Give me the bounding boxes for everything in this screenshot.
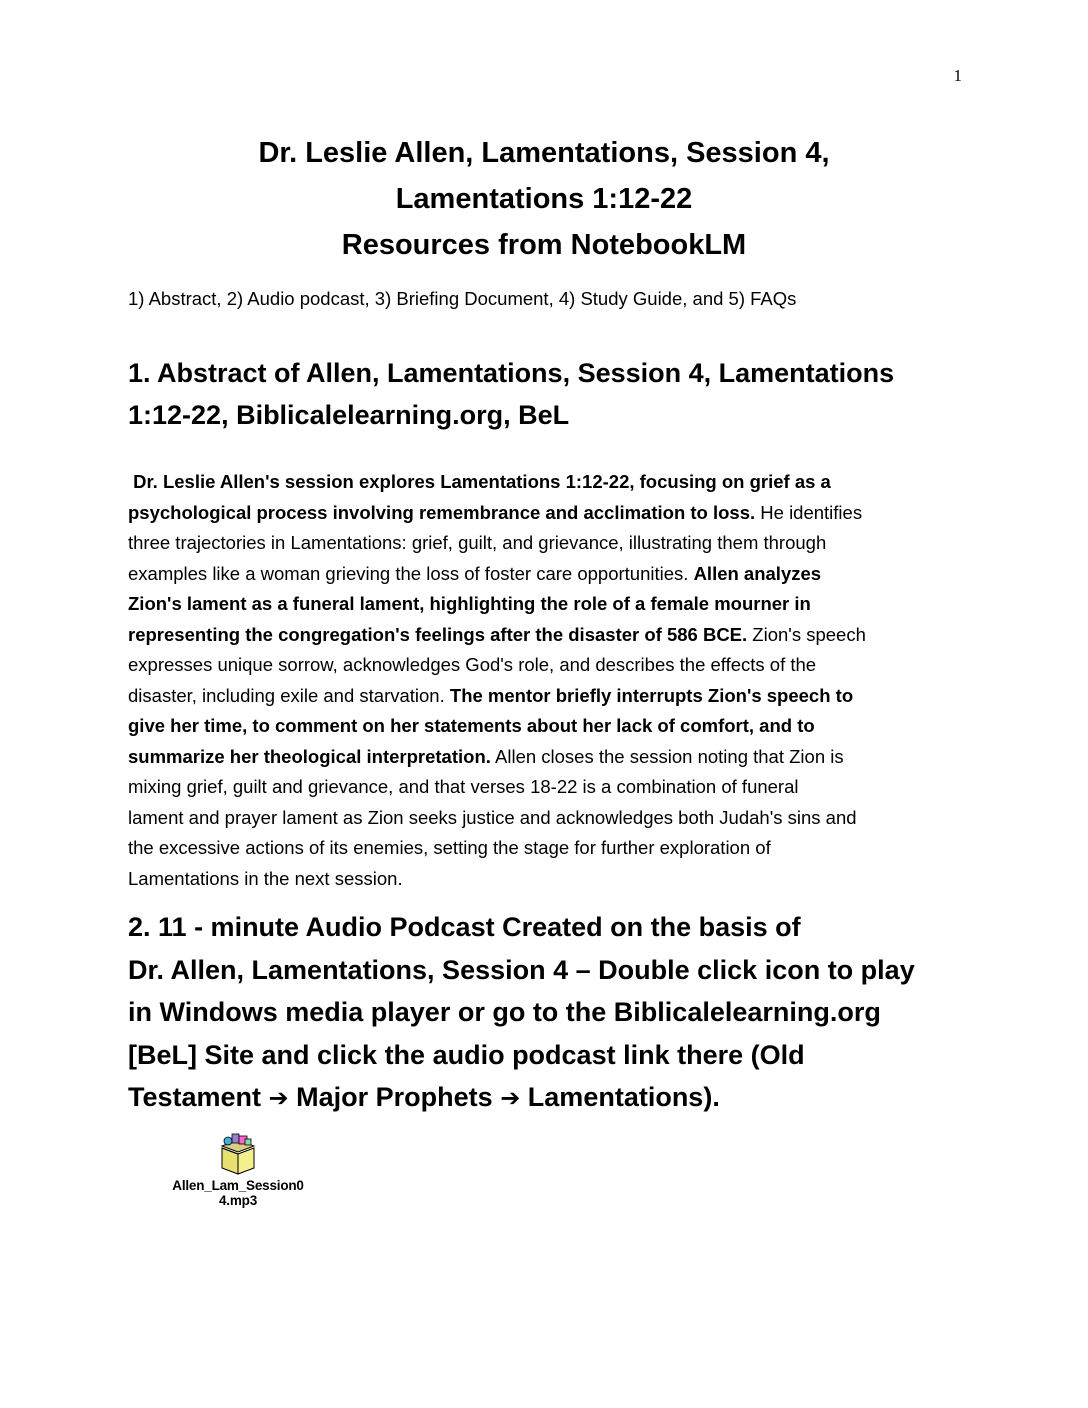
section-1-heading <box>128 352 968 436</box>
audio-file-name-line-1: Allen_Lam_Session0 <box>172 1178 304 1193</box>
abstract-text: Zion's speech <box>747 623 866 645</box>
abstract-line <box>128 650 968 681</box>
abstract-line <box>128 467 968 498</box>
section-2-heading-line-3: in Windows media player or go to the Biblicalelearning.org <box>128 997 881 1027</box>
abstract-text: Allen closes the session noting that Zion is <box>490 745 844 767</box>
audio-file-name[interactable] <box>124 1178 352 1208</box>
abstract-line <box>128 803 968 834</box>
arrow-right-icon: ➔ <box>500 1084 521 1112</box>
line-5-part-c: Lamentations). <box>520 1082 720 1112</box>
title-line-2: Lamentations 1:12-22 <box>395 183 693 215</box>
abstract-bold-text: Allen analyzes <box>693 562 822 584</box>
abstract-bold-text: summarize her theological interpretation. <box>128 745 491 767</box>
abstract-bold-text: The mentor briefly interrupts Zion's speech to <box>449 684 854 706</box>
contents-list: 1) Abstract, 2) Audio podcast, 3) Briefing Document, 4) Study Guide, and 5) FAQs <box>128 288 797 309</box>
abstract-line <box>128 620 968 651</box>
abstract-bold-text: give her time, to comment on her statements about her lack of comfort, and to <box>128 715 815 736</box>
abstract-line <box>128 833 968 864</box>
abstract-bold-text: psychological process involving remembrance and acclimation to loss. <box>128 501 756 523</box>
document-title <box>60 130 1028 268</box>
abstract-line <box>128 528 968 559</box>
section-2-heading-line-1: 2. 11 - minute Audio Podcast Created on the basis of <box>128 912 801 942</box>
abstract-text: examples like a woman grieving the loss of foster care opportunities. <box>128 562 694 584</box>
line-5-part-a: Testament <box>128 1082 269 1112</box>
abstract-text: the excessive actions of its enemies, setting the stage for further exploration of <box>128 837 771 858</box>
abstract-text: Lamentations in the next session. <box>128 867 403 889</box>
audio-file-attachment[interactable] <box>124 1132 352 1208</box>
abstract-text: three trajectories in Lamentations: grief, guilt, and grievance, illustrating them through <box>128 532 827 553</box>
section-1-heading-line-2: 1:12-22, Biblicalelearning.org, BeL <box>128 400 570 430</box>
abstract-line <box>128 589 968 620</box>
abstract-bold-text: Dr. Leslie Allen's session explores Lamentations 1:12-22, focusing on grief as a <box>128 471 831 492</box>
abstract-text: expresses unique sorrow, acknowledges God's role, and describes the effects of the <box>128 654 817 675</box>
section-2-heading-line-5 <box>128 1076 968 1120</box>
section-2-heading-line-4: [BeL] Site and click the audio podcast link there (Old <box>128 1039 805 1070</box>
abstract-text: lament and prayer lament as Zion seeks justice and acknowledges both Judah's sins and <box>128 806 857 828</box>
abstract-paragraph <box>128 467 968 894</box>
audio-file-name-line-2: 4.mp3 <box>218 1193 258 1208</box>
section-1-heading-line-1: 1. Abstract of Allen, Lamentations, Session 4, Lamentations <box>128 358 895 388</box>
abstract-text: disaster, including exile and starvation. <box>128 684 450 706</box>
abstract-line <box>128 559 968 590</box>
abstract-line <box>128 864 968 895</box>
package-icon[interactable] <box>212 1132 264 1176</box>
title-line-1: Dr. Leslie Allen, Lamentations, Session 4, <box>258 137 830 169</box>
arrow-right-icon: ➔ <box>268 1084 289 1112</box>
line-5-part-b: Major Prophets <box>288 1082 501 1112</box>
abstract-text: He identifies <box>755 501 863 523</box>
page-number: 1 <box>953 66 962 85</box>
title-line-3: Resources from NotebookLM <box>341 229 747 261</box>
abstract-text: mixing grief, guilt and grievance, and that verses 18-22 is a combination of funeral <box>128 776 799 797</box>
abstract-line <box>128 711 968 742</box>
abstract-line <box>128 742 968 773</box>
abstract-bold-text: Zion's lament as a funeral lament, highlighting the role of a female mourner in <box>128 593 811 614</box>
abstract-line <box>128 772 968 803</box>
section-2-heading-line-2: Dr. Allen, Lamentations, Session 4 – Double click icon to play <box>128 954 915 985</box>
abstract-bold-text: representing the congregation's feelings after the disaster of 586 BCE. <box>128 623 748 645</box>
abstract-line <box>128 681 968 712</box>
section-2-heading <box>128 906 968 1120</box>
abstract-line <box>128 498 968 529</box>
